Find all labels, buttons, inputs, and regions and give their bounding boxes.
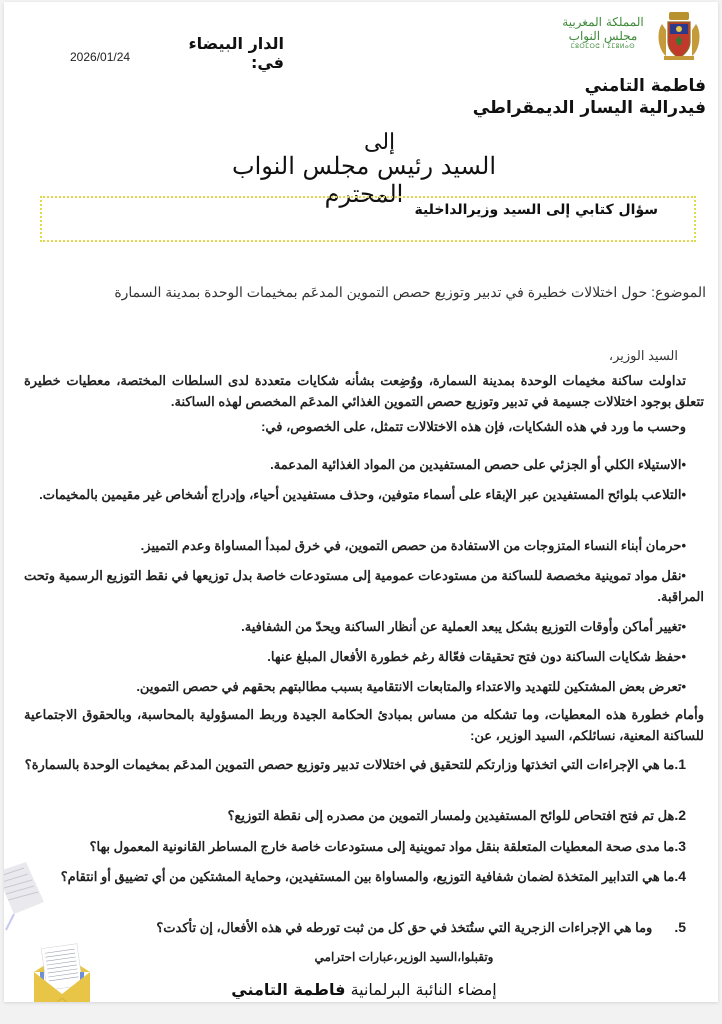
question-item (24, 805, 704, 826)
question-text: ما مدى صحة المعطيات المتعلقة بنقل مواد تموينية إلى مستودعات خاصة خارج المساطر القانونية المعمول بها؟ (89, 839, 675, 854)
subject-line: الموضوع: حول اختلالات خطيرة في تدبير وتوزيع حصص التموين المدعَم بمخيمات الوحدة بمدينة السمارة (114, 284, 706, 300)
bullet-item: •حرمان أبناء النساء المتزوجات من الاستفادة من حصص التموين، في خرق لمبدأ المساواة وعدم التمييز. (140, 538, 686, 553)
closing-line: وتقبلوا،السيد الوزير،عبارات احترامي (314, 950, 494, 964)
coat-of-arms-icon (652, 10, 706, 62)
question-text: ما هي التدابير المتخذة لضمان شفافية التوزيع، والمساواة بين المستفيدين، وحماية المشتكين من أي تضييق أو انتقام؟ (60, 869, 675, 884)
bullet-item: •حفظ شكايات الساكنة دون فتح تحقيقات فعّالة رغم خطورة الأفعال المبلغ عنها. (267, 649, 686, 664)
bullet-item: •تعرض بعض المشتكين للتهديد والاعتداء والمتابعات الانتقامية بسبب مطالبتهم بحقهم في حصص التموين. (136, 679, 686, 694)
question-title-box (40, 196, 696, 242)
question-text: وما هي الإجراءات الزجرية التي ستُتخذ في حق كل من ثبت تورطه في هذه الأفعال، إن تأكدت؟ (156, 920, 653, 935)
place-label: الدار البيضاء في: (188, 34, 284, 72)
bullet-item: •تغيير أماكن وأوقات التوزيع بشكل يبعد العملية عن أنظار الساكنة ويحدّ من الشفافية. (241, 619, 686, 634)
paper-icon (4, 862, 46, 932)
institution-line2: مجلس النواب (568, 28, 638, 43)
signature-name: فاطمة التامني (231, 980, 346, 999)
bullet-item: •نقل مواد تموينية مخصصة للساكنة من مستودعات عمومية إلى مستودعات خاصة بدل توزيعها في نقط التوزيع الرسمية وتحت المراقبة. (24, 568, 704, 604)
paragraph-complaints: وحسب ما ورد في هذه الشكايات، فإن هذه الاختلالات تتمثل، على الخصوص، في: (261, 419, 686, 434)
bullet-item: •الاستيلاء الكلي أو الجزئي على حصص المستفيدين من المواد الغذائية المدعمة. (270, 457, 686, 472)
question-item (24, 754, 704, 775)
recipient-to: إلى (364, 130, 396, 155)
letter-date: 2026/01/24 (70, 50, 131, 64)
institution-name (560, 16, 646, 50)
institution-line1: المملكة المغربية (562, 15, 644, 29)
author-name: فاطمة التامني (584, 76, 706, 96)
signature-line (204, 980, 524, 999)
question-number: 1. (674, 756, 686, 772)
question-number: 5. (674, 919, 686, 935)
question-number: 2. (674, 807, 686, 823)
signature-label: إمضاء النائبة البرلمانية (350, 980, 497, 999)
question-number: 3. (674, 838, 686, 854)
bullet-item: •التلاعب بلوائح المستفيدين عبر الإبقاء على أسماء متوفين، وحذف مستفيدين أحياء، وإدراج أشخاص غير مقيمين بالمخيمات. (39, 487, 686, 502)
question-item (24, 866, 704, 887)
question-number: 4. (674, 868, 686, 884)
question-text: ما هي الإجراءات التي اتخذتها وزارتكم للتحقيق في اختلالات تدبير وتوزيع حصص التموين المدعَم بمخيمات الوحدة بالسمارة؟ (24, 757, 675, 772)
salutation: السيد الوزير، (608, 348, 678, 363)
question-title: سؤال كتابي إلى السيد وزيرالداخلية (414, 202, 658, 218)
paragraph-intro: تداولت ساكنة مخيمات الوحدة بمدينة السمارة، ووُضِعت بشأنه شكايات متعددة لدى السلطات المختصة، معطيات خطيرة تتعلق بوجود اختلالات جسيمة في تدبير وتوزيع حصص التموين الغذائي المدعَم المخصص لهذه الساكنة. (24, 373, 704, 409)
institution-tifinagh: ⵎⵓⵔⵎⵔⵛ ⵏ ⵉⵎⵓⵍⴰⵙ (570, 43, 636, 51)
question-item (24, 836, 704, 857)
question-item (24, 917, 704, 938)
paragraph-questions-intro: وأمام خطورة هذه المعطيات، وما تشكله من مساس بمبادئ الحكامة الجيدة وربط المسؤولية بالمحاسبة، وبالحقوق الاجتماعية للساكنة المعنية، نسائلكم، السيد الوزير، عن: (24, 707, 704, 743)
question-text: هل تم فتح افتحاص للوائح المستفيدين ولمسار التموين من مصدره إلى نقطة التوزيع؟ (227, 808, 675, 823)
recipient-addressee: السيد رئيس مجلس النواب المحترم (232, 152, 496, 208)
envelope-letter-icon (34, 942, 90, 1002)
letter-page (4, 2, 718, 1002)
author-party: فيدرالية اليسار الديمقراطي (472, 98, 706, 118)
